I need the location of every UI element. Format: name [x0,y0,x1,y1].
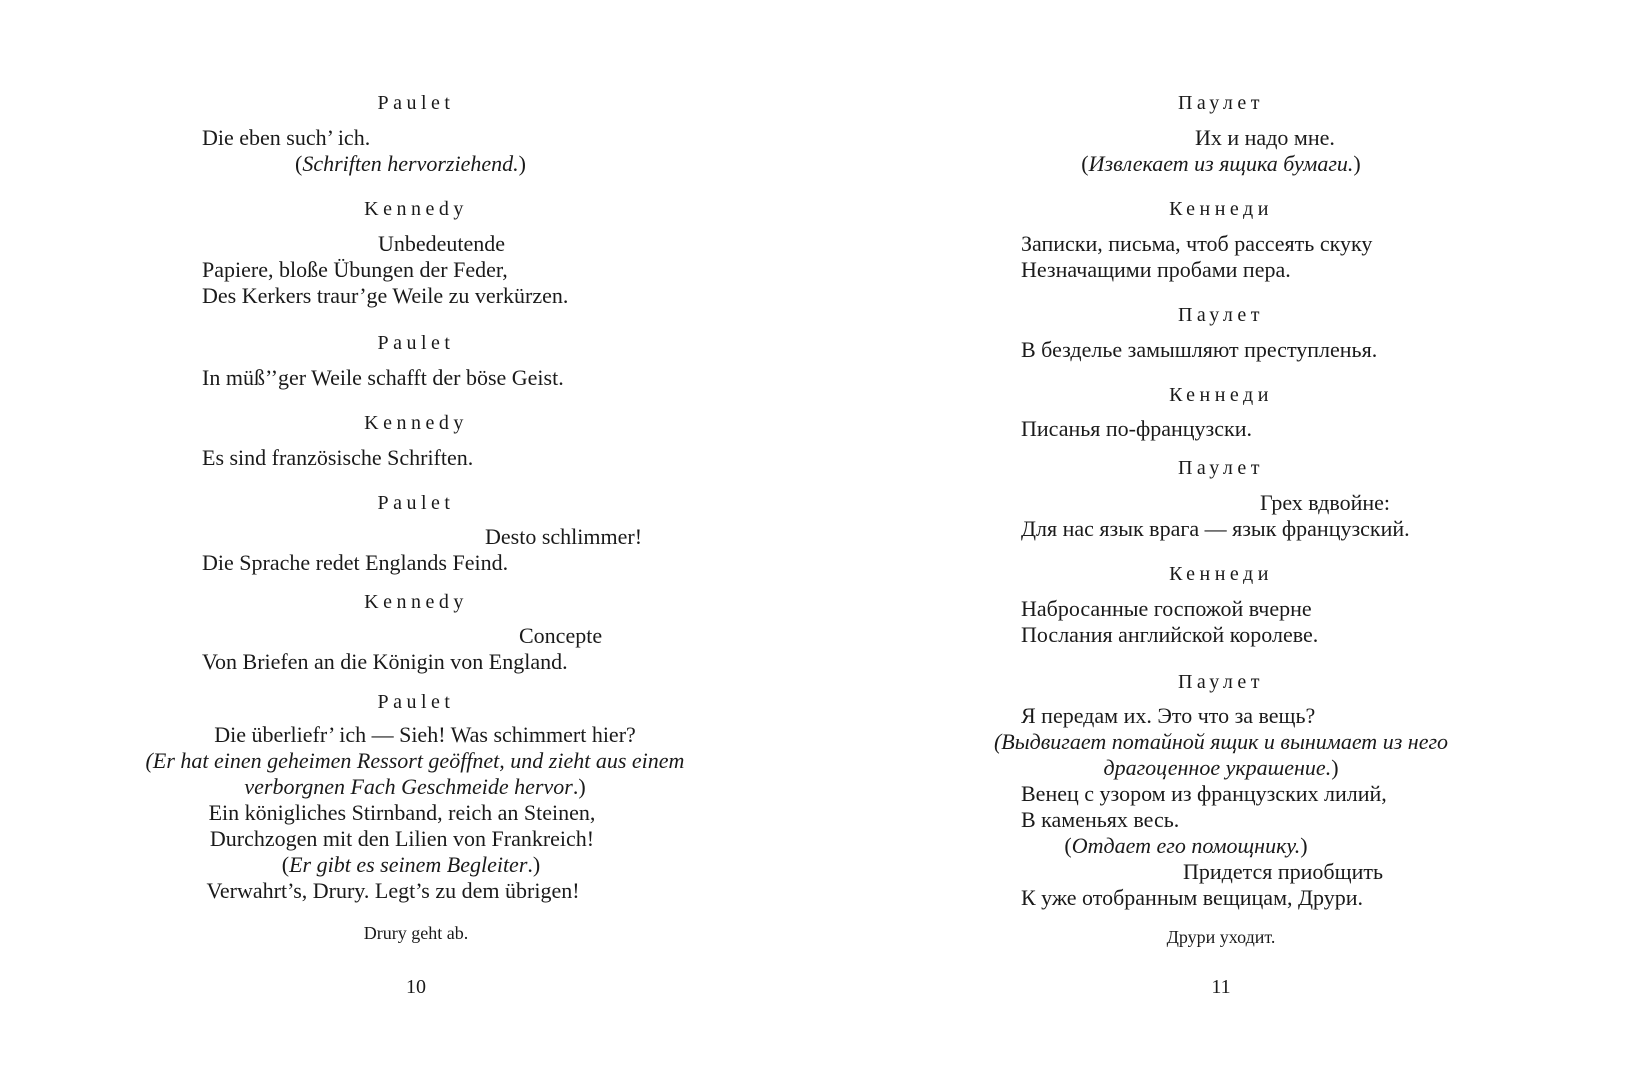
speaker-name: Paulet [377,492,455,514]
speaker-name: Kennedy [364,591,468,613]
speaker-name: Paulet [377,92,455,114]
speaker-name: Paulet [377,332,455,354]
verse-line: Durchzogen mit den Lilien von Frankreich! [209,826,595,851]
stage-direction-text: Er gibt es seinem Begleiter [289,852,528,877]
speaker-name: Кеннеди [1169,563,1273,585]
stage-direction-text: драгоценное украшение. [1103,755,1332,780]
stage-direction-text: Отдает его помощнику. [1071,833,1301,858]
stage-direction: (Er hat einen geheimen Ressort geöffnet, und zieht aus einem [145,748,685,773]
stage-direction: (Schriften hervorziehend.) [295,151,526,176]
speaker-name: Паулет [1177,304,1265,326]
verse-line: Придется приобщить [1183,859,1383,884]
verse-line: К уже отобранным вещицам, Друри. [1021,885,1363,910]
verse-line: Венец с узором из французских лилий, [1021,781,1387,806]
stage-direction-text: Выдвигает потайной ящик и вынимает из него [1001,729,1449,754]
verse-line: Die überliefr’ ich — Sieh! Was schimmert hier? [214,722,636,747]
verse-line: Их и надо мне. [1195,125,1335,150]
stage-direction: verborgnen Fach Geschmeide hervor.) [244,774,586,799]
speaker-name: Кеннеди [1169,384,1273,406]
stage-direction: (Отдает его помощнику.) [1064,833,1308,858]
verse-line: Die eben such’ ich. [202,125,371,150]
right-page [818,0,1636,1080]
verse-line: Es sind französische Schriften. [202,445,474,470]
verse-line: В каменьях весь. [1021,807,1180,832]
speaker-name: Kennedy [364,412,468,434]
verse-line: Послания английской королеве. [1021,622,1319,647]
verse-line: Concepte [519,623,603,648]
verse-line: Я передам их. Это что за вещь? [1021,703,1316,728]
verse-line: Von Briefen an die Königin von England. [202,649,568,674]
stage-direction-text: verborgnen Fach Geschmeide hervor [244,774,573,799]
stage-direction-text: Er hat einen geheimen Ressort geöffnet, und zieht aus einem [152,748,685,773]
verse-line: Набросанные госпожой вчерне [1021,596,1312,621]
verse-line: Для нас язык врага — язык французский. [1021,516,1410,541]
verse-line: Unbedeutende [378,231,506,256]
speaker-name: Паулет [1177,671,1265,693]
exit-direction: Drury geht ab. [363,923,469,943]
stage-direction-text: Извлекает из ящика бумаги. [1088,151,1354,176]
stage-direction: драгоценное украшение.) [1103,755,1339,780]
page-number: 11 [1211,976,1231,998]
verse-line: Грех вдвойне: [1260,490,1391,515]
speaker-name: Paulet [377,691,455,713]
exit-direction: Друри уходит. [1166,927,1276,947]
page-number: 10 [406,976,426,998]
verse-line: Записки, письма, чтоб рассеять скуку [1021,231,1373,256]
speaker-name: Паулет [1177,457,1265,479]
speaker-name: Kennedy [364,198,468,220]
verse-line: В безделье замышляют преступленья. [1021,337,1378,362]
verse-line: Писанья по-французски. [1021,416,1252,441]
verse-line: Papiere, bloße Übungen der Feder, [202,257,508,282]
verse-line: In müß’’ger Weile schafft der böse Geist. [202,365,564,390]
stage-direction-text: Schriften hervorziehend. [302,151,519,176]
verse-line: Des Kerkers traur’ge Weile zu verkürzen. [202,283,569,308]
verse-line: Ein königliches Stirnband, reich an Steinen, [208,800,596,825]
stage-direction: (Извлекает из ящика бумаги.) [1081,151,1361,176]
stage-direction: (Выдвигает потайной ящик и вынимает из него [993,729,1449,754]
verse-line: Verwahrt’s, Drury. Legt’s zu dem übrigen! [206,878,580,903]
verse-line: Незначащими пробами пера. [1021,257,1291,282]
verse-line: Die Sprache redet Englands Feind. [202,550,509,575]
speaker-name: Кеннеди [1169,198,1273,220]
speaker-name: Паулет [1177,92,1265,114]
stage-direction: (Er gibt es seinem Begleiter.) [281,852,541,877]
verse-line: Desto schlimmer! [485,524,643,549]
